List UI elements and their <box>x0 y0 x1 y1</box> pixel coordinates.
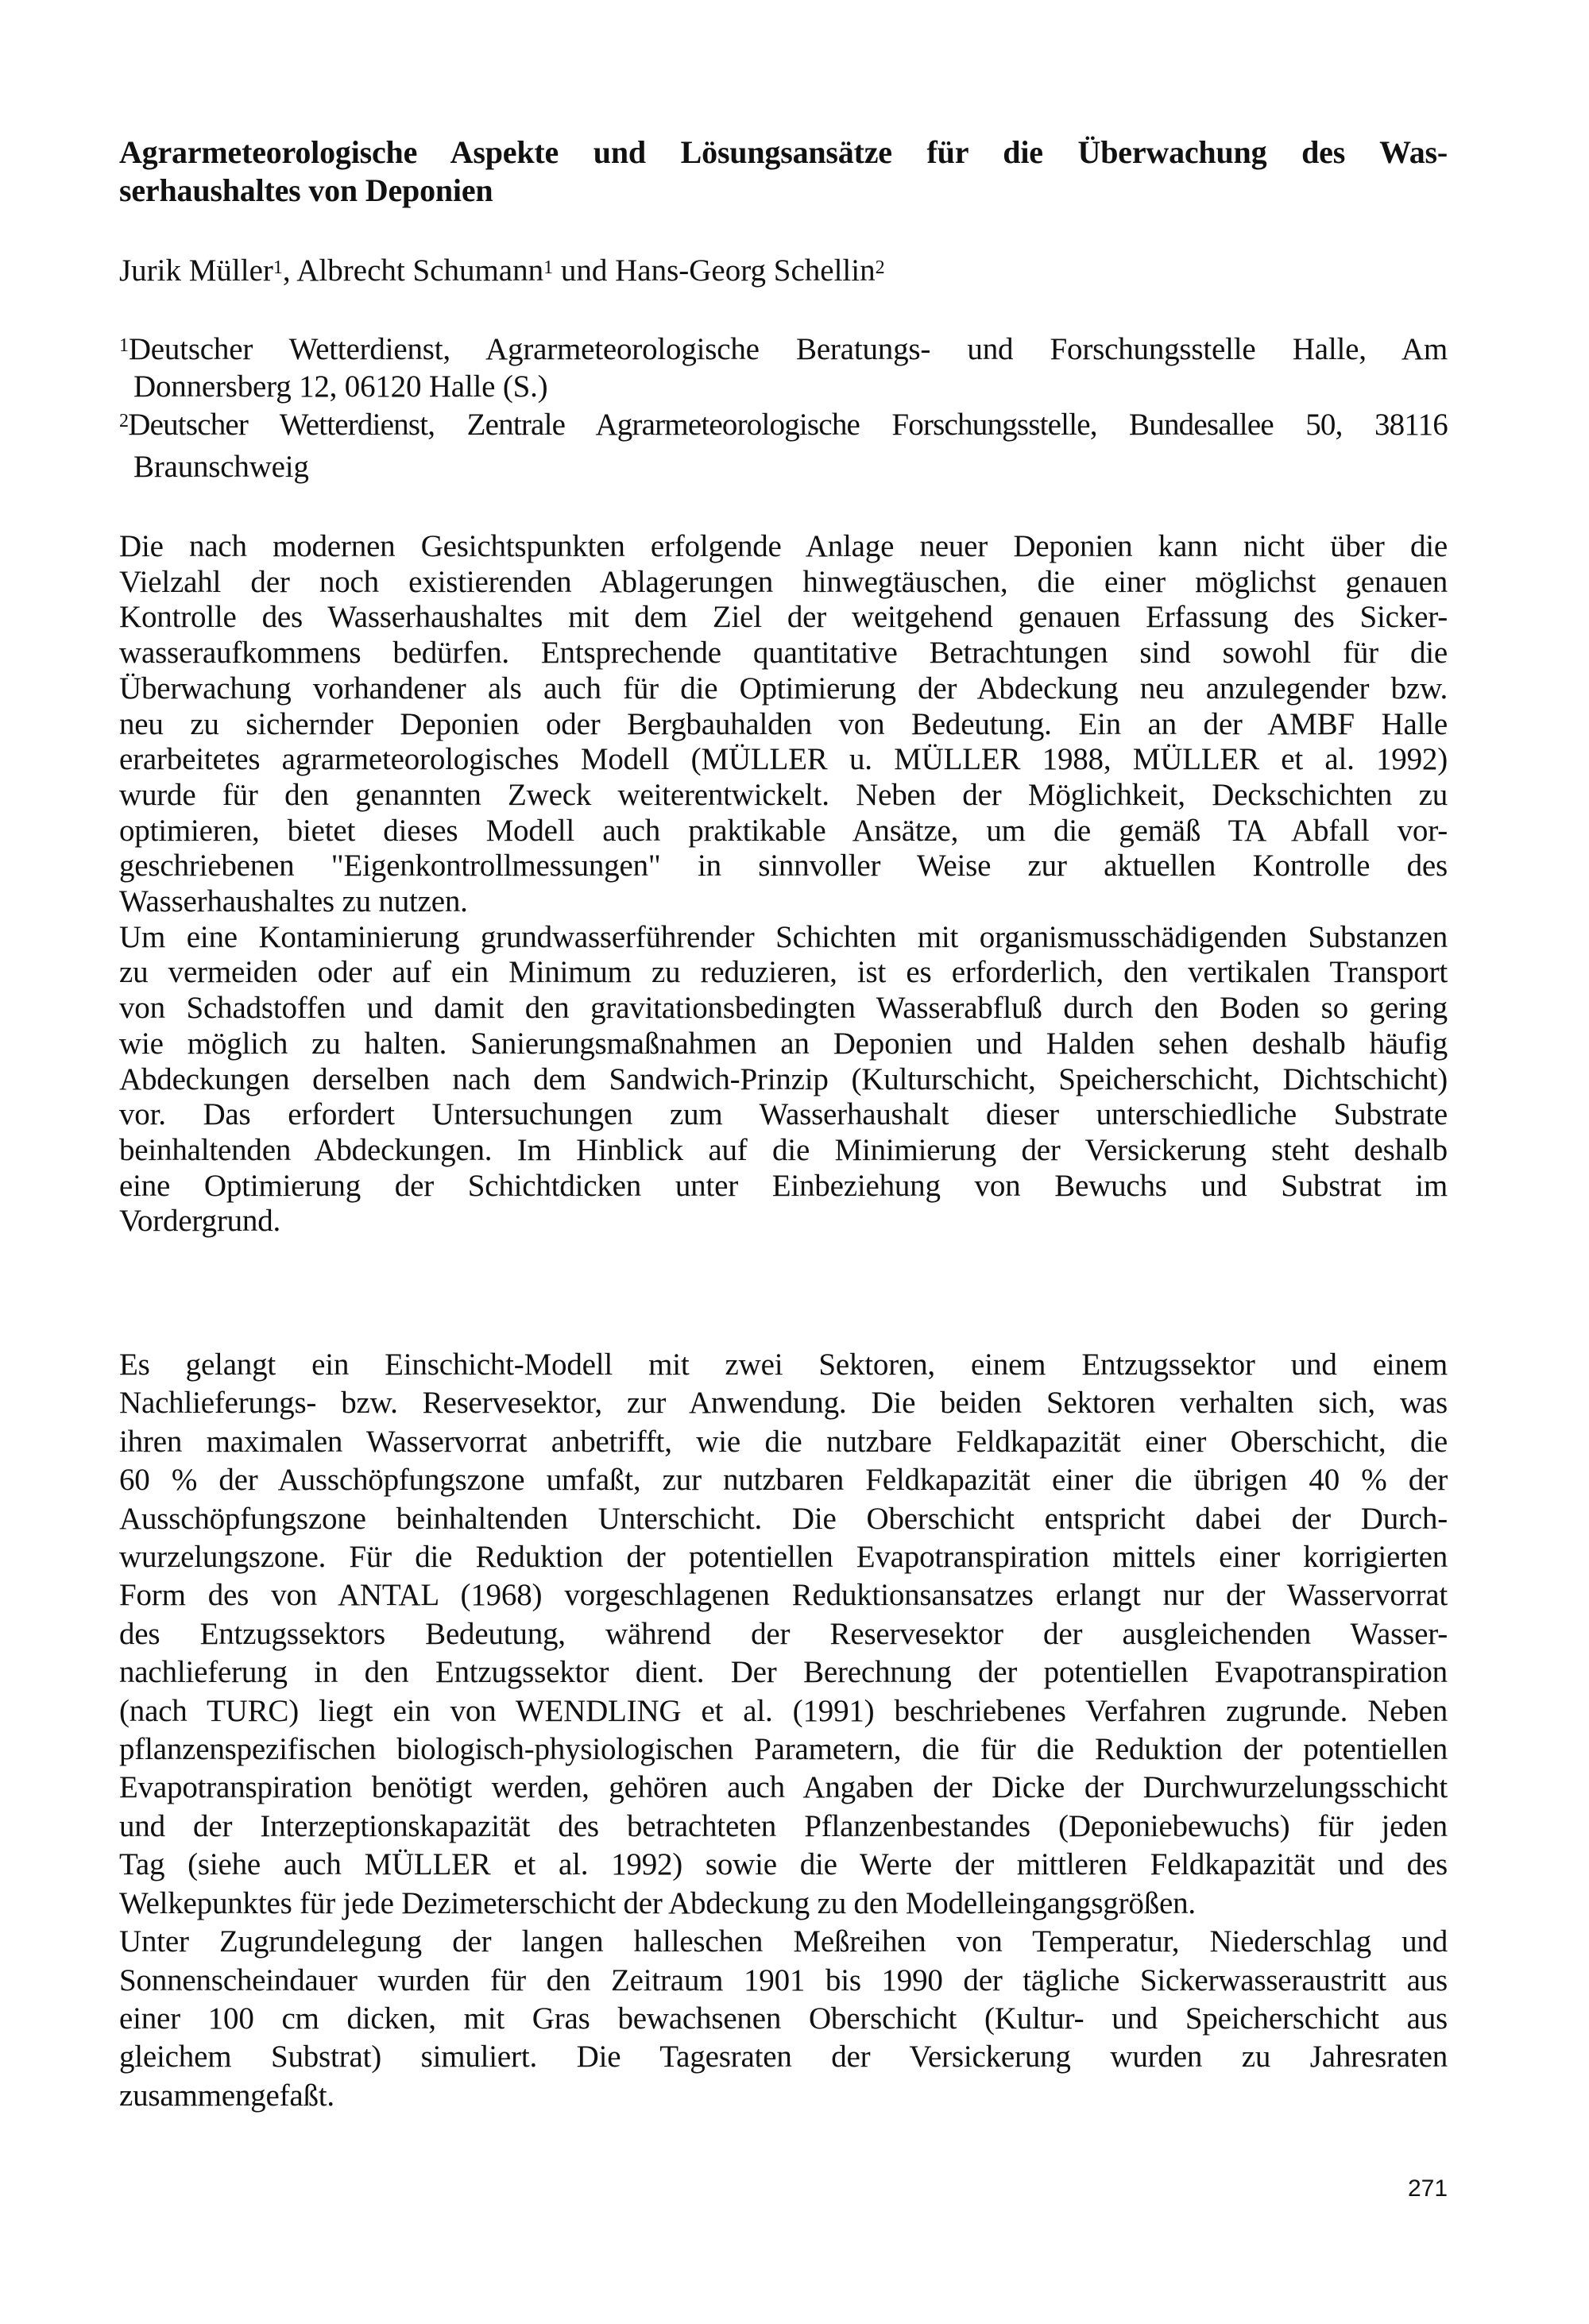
body-text-line: Ausschöpfungszone beinhaltenden Unterschicht. Die Oberschicht entspricht dabei der Durch- <box>119 1501 1448 1536</box>
author-separator: , <box>282 253 297 288</box>
body-paragraphs-2 <box>119 1346 1448 2115</box>
body-text-line: Um eine Kontaminierung grundwasserführender Schichten mit organismusschädigenden Substanzen <box>119 919 1448 954</box>
body-text-line: zusammengefaßt. <box>119 2078 334 2113</box>
body-text-line: Tag (siehe auch MÜLLER et al. 1992) sowie die Werte der mittleren Feldkapazität und des <box>119 1847 1448 1882</box>
body-text-line: nachlieferung in den Entzugssektor dient. Der Berechnung der potentiellen Evapotranspiration <box>119 1655 1448 1690</box>
body-text-line: wasseraufkommens bedürfen. Entsprechende quantitative Betrachtungen sind sowohl für die <box>119 636 1448 671</box>
body-text-line: optimieren, bietet dieses Modell auch praktikable Ansätze, um die gemäß TA Abfall vor- <box>119 813 1448 848</box>
body-text-line: Kontrolle des Wasserhaushaltes mit dem Ziel der weitgehend genauen Erfassung des Sicker- <box>119 600 1448 635</box>
author-list <box>119 252 1448 290</box>
body-text-line: einer 100 cm dicken, mit Gras bewachsenen Oberschicht (Kultur- und Speicherschicht aus <box>119 2001 1448 2036</box>
title-line: serhaushaltes von Deponien <box>119 172 493 208</box>
body-text-line: geschriebenen "Eigenkontrollmessungen" in sinnvoller Weise zur aktuellen Kontrolle des <box>119 849 1448 884</box>
body-text-line: Evapotranspiration benötigt werden, gehören auch Angaben der Dicke der Durchwurzelungsschicht <box>119 1770 1448 1805</box>
body-text-line: wie möglich zu halten. Sanierungsmaßnahmen an Deponien und Halden sehen deshalb häufig <box>119 1026 1448 1061</box>
body-text-line: eine Optimierung der Schichtdicken unter Einbeziehung von Bewuchs und Substrat im <box>119 1168 1448 1203</box>
body-text-line: erarbeitetes agrarmeteorologisches Modell (MÜLLER u. MÜLLER 1988, MÜLLER et al. 1992) <box>119 742 1448 777</box>
affiliation-line: Braunschweig <box>133 450 309 484</box>
body-text-line: 60 % der Ausschöpfungszone umfaßt, zur nutzbaren Feldkapazität einer die übrigen 40 % der <box>119 1463 1448 1498</box>
body-text-line: Welkepunktes für jede Dezimeterschicht der Abdeckung zu den Modelleingangsgrößen. <box>119 1885 1196 1920</box>
body-text-line: Wasserhaushaltes zu nutzen. <box>119 884 468 919</box>
author-name: Hans-Georg Schellin <box>615 253 876 288</box>
body-text-line: Vielzahl der noch existierenden Ablagerungen hinwegtäuschen, die einer möglichst genauen <box>119 564 1448 599</box>
body-text-line: vor. Das erfordert Untersuchungen zum Wasserhaushalt dieser unterschiedliche Substrate <box>119 1097 1448 1132</box>
body-text-line: (nach TURC) liegt ein von WENDLING et al. (1991) beschriebenes Verfahren zugrunde. Neben <box>119 1693 1448 1728</box>
body-text-line: Vordergrund. <box>119 1204 281 1239</box>
body-text-line: wurzelungszone. Für die Reduktion der potentiellen Evapotranspiration mittels einer korrigierten <box>119 1540 1448 1575</box>
body-text-line: Unter Zugrundelegung der langen halleschen Meßreihen von Temperatur, Niederschlag und <box>119 1924 1448 1959</box>
body-text-line: wurde für den genannten Zweck weiterentwickelt. Neben der Möglichkeit, Deckschichten zu <box>119 777 1448 812</box>
affiliation-line: Donnersberg 12, 06120 Halle (S.) <box>133 369 548 404</box>
body-paragraphs-1 <box>119 529 1448 1239</box>
body-text-line: gleichem Substrat) simuliert. Die Tagesraten der Versickerung wurden zu Jahresraten <box>119 2040 1448 2075</box>
author-separator: und <box>553 253 616 288</box>
author-affiliation-marker: 2 <box>875 257 885 278</box>
body-text-line: und der Interzeptionskapazität des betrachteten Pflanzenbestandes (Deponiebewuchs) für jeden <box>119 1808 1448 1843</box>
body-text-line: Es gelangt ein Einschicht-Modell mit zwei Sektoren, einem Entzugssektor und einem <box>119 1348 1448 1382</box>
body-text-line: zu vermeiden oder auf ein Minimum zu reduzieren, ist es erforderlich, den vertikalen Transport <box>119 955 1448 990</box>
author-affiliation-marker: 1 <box>273 257 283 278</box>
author-name: Albrecht Schumann <box>296 253 544 288</box>
affiliation-marker: 1 <box>119 335 129 356</box>
affiliation-2 <box>119 406 1448 485</box>
body-text-line: Nachlieferungs- bzw. Reservesektor, zur Anwendung. Die beiden Sektoren verhalten sich, was <box>119 1386 1448 1421</box>
page-number: 271 <box>1408 2175 1448 2202</box>
body-text-line: Abdeckungen derselben nach dem Sandwich-Prinzip (Kulturschicht, Speicherschicht, Dichtschicht) <box>119 1061 1448 1096</box>
author-name: Jurik Müller <box>119 253 273 288</box>
body-text-line: von Schadstoffen und damit den gravitationsbedingten Wasserabfluß durch den Boden so gering <box>119 991 1448 1026</box>
body-text-line: Überwachung vorhandener als auch für die Optimierung der Abdeckung neu anzulegender bzw. <box>119 671 1448 706</box>
title-line: Agrarmeteorologische Aspekte und Lösungsansätze für die Überwachung des Was- <box>119 134 1448 170</box>
body-text-line: neu zu sichernder Deponien oder Bergbauhalden von Bedeutung. Ein an der AMBF Halle <box>119 706 1448 741</box>
affiliation-1 <box>119 331 1448 405</box>
body-text-line: beinhaltenden Abdeckungen. Im Hinblick auf die Minimierung der Versickerung steht deshalb <box>119 1132 1448 1167</box>
body-text-line: ihren maximalen Wasservorrat anbetrifft, wie die nutzbare Feldkapazität einer Oberschicht, die <box>119 1424 1448 1459</box>
affiliation-marker: 2 <box>119 411 129 431</box>
body-text-line: Form des von ANTAL (1968) vorgeschlagenen Reduktionsansatzes erlangt nur der Wasservorrat <box>119 1578 1448 1613</box>
author-affiliation-marker: 1 <box>543 257 554 278</box>
body-text-line: pflanzenspezifischen biologisch-physiologischen Parametern, die für die Reduktion der potentiellen <box>119 1732 1448 1767</box>
affiliation-line: Deutscher Wetterdienst, Zentrale Agrarmeteorologische Forschungsstelle, Bundesallee 50, 38116 <box>128 408 1448 442</box>
body-text-line: Die nach modernen Gesichtspunkten erfolgende Anlage neuer Deponien kann nicht über die <box>119 529 1448 563</box>
paper-title <box>119 133 1448 210</box>
body-text-line: des Entzugssektors Bedeutung, während der Reservesektor der ausgleichenden Wasser- <box>119 1616 1448 1651</box>
affiliation-line: Deutscher Wetterdienst, Agrarmeteorologische Beratungs- und Forschungsstelle Halle, Am <box>128 332 1448 366</box>
body-text-line: Sonnenscheindauer wurden für den Zeitraum 1901 bis 1990 der tägliche Sickerwasseraustritt aus <box>119 1962 1448 1997</box>
